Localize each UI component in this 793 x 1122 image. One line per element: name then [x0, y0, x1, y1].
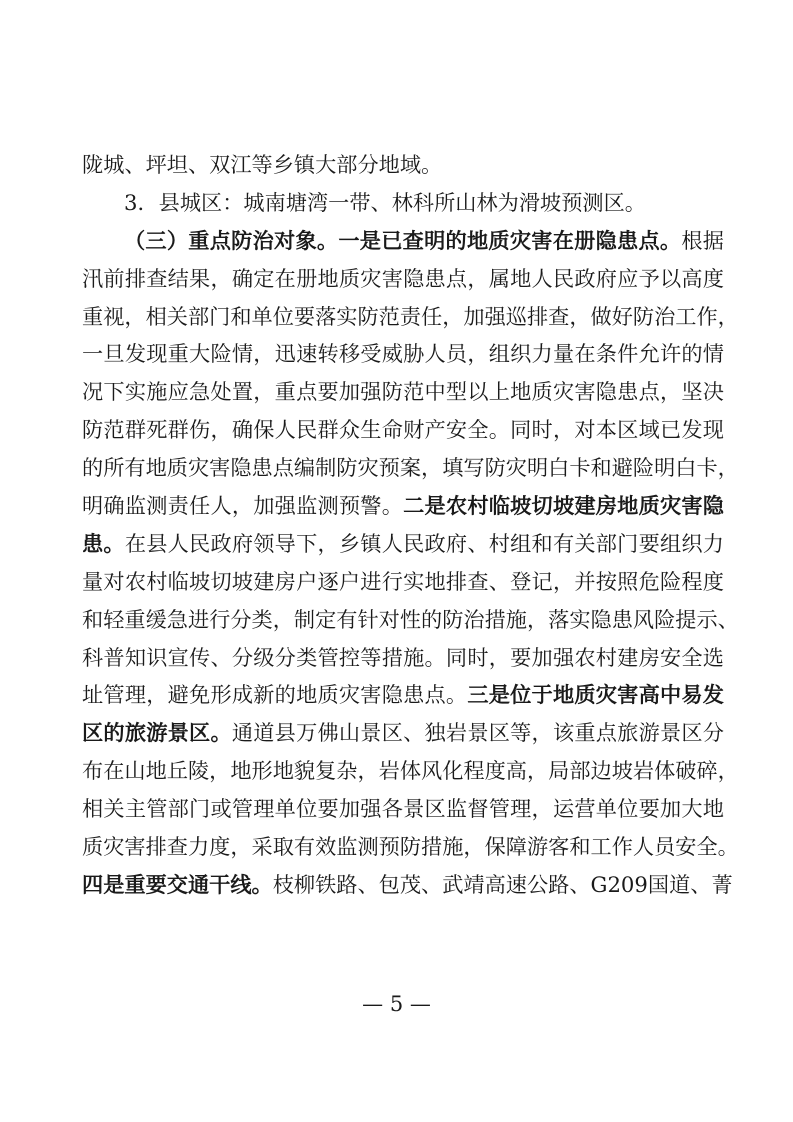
body-text [82, 146, 739, 904]
text-line [82, 335, 724, 373]
text-segment: 科普知识宣传、分级分类管控等措施。同时，要加强农村建房安全选 [82, 644, 724, 670]
text-line [82, 260, 724, 298]
text-line [82, 525, 724, 563]
bold-text-segment: 患。 [82, 530, 125, 556]
text-segment: 根据 [681, 227, 724, 253]
text-segment: 在县人民政府领导下，乡镇人民政府、村组和有关部门要组织力 [124, 530, 724, 556]
text-line [82, 411, 724, 449]
text-segment: 址管理，避免形成新的地质灾害隐患点。 [82, 682, 468, 708]
text-line [82, 222, 724, 260]
text-line [82, 373, 724, 411]
text-line [82, 790, 724, 828]
text-segment: 相关主管部门或管理单位要加强各景区监督管理，运营单位要加大地 [82, 796, 724, 822]
text-segment: 质灾害排查力度，采取有效监测预防措施，保障游客和工作人员安全。 [82, 834, 739, 860]
bold-text-segment: 二是农村临坡切坡建房地质灾害隐 [403, 493, 724, 519]
bold-text-segment: （三）重点防治对象。 [124, 227, 339, 253]
text-segment: 况下实施应急处置，重点要加强防范中型以上地质灾害隐患点，坚决 [82, 379, 724, 405]
text-segment: 防范群死群伤，确保人民群众生命财产安全。同时，对本区域已发现 [82, 417, 724, 443]
text-segment: 量对农村临坡切坡建房户逐户进行实地排查、登记，并按照危险程度 [82, 568, 724, 594]
text-line [82, 676, 724, 714]
text-segment: 和轻重缓急进行分类，制定有针对性的防治措施，落实隐患风险提示、 [82, 606, 739, 632]
text-segment: 重视，相关部门和单位要落实防范责任，加强巡排查，做好防治工作， [82, 303, 739, 329]
text-segment: 3．县城区：城南塘湾一带、林科所山林为滑坡预测区。 [124, 189, 646, 215]
text-line [82, 146, 724, 184]
text-line [82, 866, 733, 904]
text-segment: 枝柳铁路、包茂、武靖高速公路、G209国道、菁 [272, 871, 733, 897]
bold-text-segment: 四是重要交通干线。 [82, 871, 273, 897]
text-line [82, 828, 739, 866]
text-line [82, 298, 739, 336]
text-segment: 陇城、坪坦、双江等乡镇大部分地域。 [82, 152, 443, 177]
text-line [82, 487, 724, 525]
text-line [82, 714, 724, 752]
bold-text-segment: 区的旅游景区。 [82, 720, 232, 746]
text-segment: 通道县万佛山景区、独岩景区等，该重点旅游景区分 [231, 720, 724, 746]
text-segment: 的所有地质灾害隐患点编制防灾预案，填写防灾明白卡和避险明白卡， [82, 455, 739, 481]
text-line [82, 639, 724, 677]
text-segment: 明确监测责任人，加强监测预警。 [82, 493, 404, 519]
text-segment: 汛前排查结果，确定在册地质灾害隐患点，属地人民政府应予以高度 [82, 265, 724, 291]
bold-text-segment: 三是位于地质灾害高中易发 [467, 682, 724, 708]
bold-text-segment: 一是已查明的地质灾害在册隐患点。 [338, 227, 682, 253]
text-segment: 布在山地丘陵，地形地貌复杂，岩体风化程度高，局部边坡岩体破碎， [82, 758, 739, 784]
text-segment: 一旦发现重大险情，迅速转移受威胁人员，组织力量在条件允许的情 [82, 341, 724, 367]
text-line [82, 601, 739, 639]
text-line [82, 449, 739, 487]
text-line [82, 563, 724, 601]
text-line [82, 752, 739, 790]
page-number: — 5 — [362, 992, 431, 1016]
text-line [82, 184, 724, 222]
